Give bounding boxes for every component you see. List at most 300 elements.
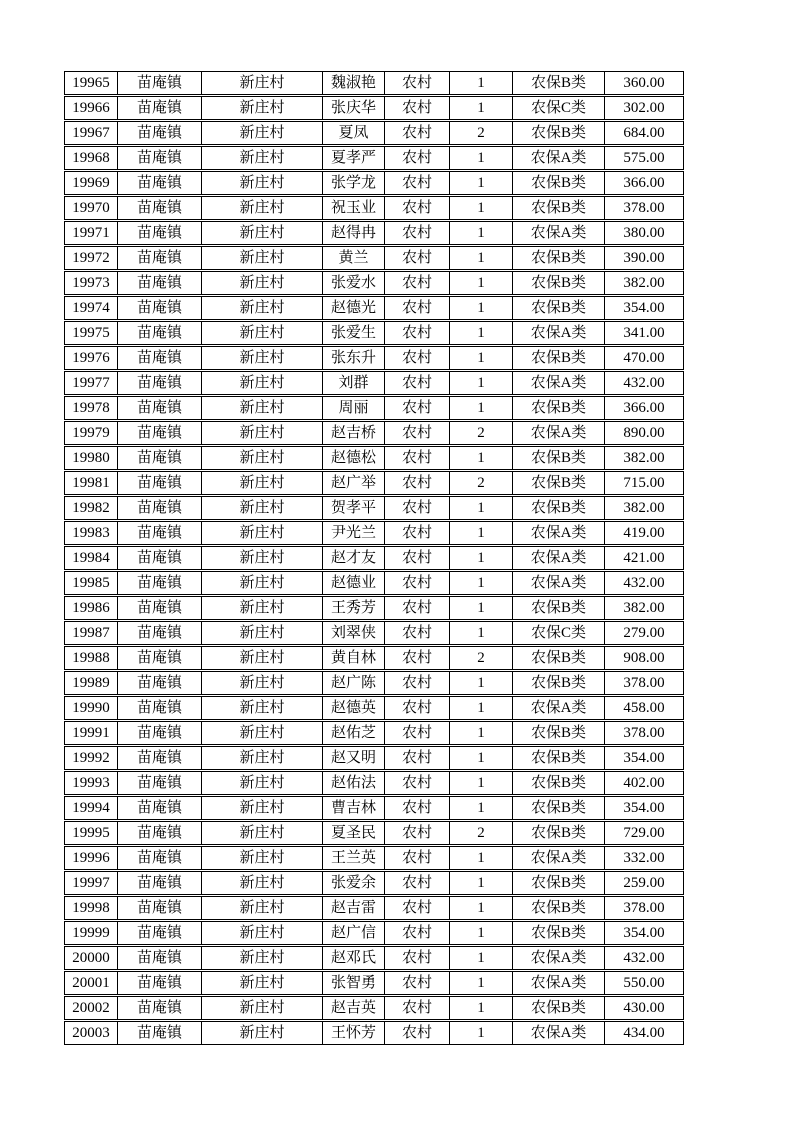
cell-person_count: 1 <box>450 772 513 794</box>
cell-serial_no: 19977 <box>65 372 118 394</box>
table-row <box>64 196 684 220</box>
cell-name: 贺孝平 <box>323 497 385 519</box>
cell-person_count: 2 <box>450 422 513 444</box>
cell-serial_no: 19970 <box>65 197 118 219</box>
cell-amount: 890.00 <box>623 425 665 441</box>
cell-amount: 354.00 <box>623 750 665 766</box>
cell-serial_no: 19978 <box>65 397 118 419</box>
cell-residence_type: 农村 <box>385 797 450 819</box>
table-row <box>64 321 684 345</box>
cell-name: 王怀芳 <box>323 1022 385 1044</box>
cell-town: 苗庵镇 <box>118 347 202 369</box>
cell-person_count: 2 <box>450 822 513 844</box>
cell-person_count: 1 <box>450 622 513 644</box>
cell-village: 新庄村 <box>202 597 323 619</box>
cell-village: 新庄村 <box>202 572 323 594</box>
table-row <box>64 671 684 695</box>
cell-amount: 332.00 <box>623 850 665 866</box>
cell-insurance_class: 农保B类 <box>513 197 605 219</box>
cell-person_count: 1 <box>450 497 513 519</box>
cell-name: 魏淑艳 <box>323 72 385 94</box>
cell-amount: 550.00 <box>623 975 665 991</box>
cell-town: 苗庵镇 <box>118 897 202 919</box>
cell-residence_type: 农村 <box>385 722 450 744</box>
cell-insurance_class: 农保B类 <box>513 772 605 794</box>
cell-town: 苗庵镇 <box>118 172 202 194</box>
cell-town: 苗庵镇 <box>118 272 202 294</box>
cell-village: 新庄村 <box>202 897 323 919</box>
table-row <box>64 346 684 370</box>
cell-insurance_class: 农保B类 <box>513 447 605 469</box>
cell-residence_type: 农村 <box>385 872 450 894</box>
cell-village: 新庄村 <box>202 397 323 419</box>
cell-person_count: 1 <box>450 372 513 394</box>
cell-insurance_class: 农保B类 <box>513 122 605 144</box>
cell-village: 新庄村 <box>202 297 323 319</box>
table-row <box>64 246 684 270</box>
cell-insurance_class: 农保B类 <box>513 747 605 769</box>
cell-insurance_class: 农保B类 <box>513 822 605 844</box>
table-row <box>64 71 684 95</box>
cell-person_count: 1 <box>450 597 513 619</box>
table-row <box>64 421 684 445</box>
cell-village: 新庄村 <box>202 197 323 219</box>
cell-amount: 430.00 <box>623 1000 665 1016</box>
cell-serial_no: 20001 <box>65 972 118 994</box>
cell-village: 新庄村 <box>202 347 323 369</box>
cell-serial_no: 19966 <box>65 97 118 119</box>
cell-residence_type: 农村 <box>385 947 450 969</box>
cell-amount: 360.00 <box>623 75 665 91</box>
cell-village: 新庄村 <box>202 447 323 469</box>
cell-serial_no: 19972 <box>65 247 118 269</box>
cell-person_count: 1 <box>450 847 513 869</box>
cell-person_count: 1 <box>450 297 513 319</box>
cell-town: 苗庵镇 <box>118 547 202 569</box>
cell-serial_no: 19974 <box>65 297 118 319</box>
cell-insurance_class: 农保B类 <box>513 672 605 694</box>
cell-village: 新庄村 <box>202 172 323 194</box>
cell-name: 祝玉业 <box>323 197 385 219</box>
cell-residence_type: 农村 <box>385 772 450 794</box>
cell-town: 苗庵镇 <box>118 597 202 619</box>
cell-village: 新庄村 <box>202 422 323 444</box>
cell-name: 赵广陈 <box>323 672 385 694</box>
cell-insurance_class: 农保B类 <box>513 997 605 1019</box>
cell-insurance_class: 农保B类 <box>513 472 605 494</box>
cell-residence_type: 农村 <box>385 847 450 869</box>
cell-village: 新庄村 <box>202 747 323 769</box>
cell-amount: 458.00 <box>623 700 665 716</box>
cell-person_count: 1 <box>450 947 513 969</box>
cell-amount: 354.00 <box>623 925 665 941</box>
cell-residence_type: 农村 <box>385 372 450 394</box>
cell-insurance_class: 农保B类 <box>513 597 605 619</box>
cell-name: 赵广信 <box>323 922 385 944</box>
cell-person_count: 1 <box>450 322 513 344</box>
cell-amount: 382.00 <box>623 450 665 466</box>
cell-residence_type: 农村 <box>385 622 450 644</box>
cell-residence_type: 农村 <box>385 497 450 519</box>
cell-residence_type: 农村 <box>385 322 450 344</box>
cell-person_count: 1 <box>450 397 513 419</box>
cell-person_count: 2 <box>450 647 513 669</box>
cell-name: 张庆华 <box>323 97 385 119</box>
cell-insurance_class: 农保B类 <box>513 72 605 94</box>
table-row <box>64 96 684 120</box>
cell-town: 苗庵镇 <box>118 97 202 119</box>
cell-town: 苗庵镇 <box>118 772 202 794</box>
cell-insurance_class: 农保A类 <box>513 147 605 169</box>
cell-serial_no: 19993 <box>65 772 118 794</box>
cell-amount: 366.00 <box>623 175 665 191</box>
cell-residence_type: 农村 <box>385 547 450 569</box>
cell-town: 苗庵镇 <box>118 872 202 894</box>
cell-town: 苗庵镇 <box>118 997 202 1019</box>
cell-name: 赵才友 <box>323 547 385 569</box>
table-row <box>64 171 684 195</box>
cell-serial_no: 19982 <box>65 497 118 519</box>
cell-serial_no: 19986 <box>65 597 118 619</box>
cell-amount: 354.00 <box>623 300 665 316</box>
cell-amount: 419.00 <box>623 525 665 541</box>
table-row <box>64 471 684 495</box>
cell-village: 新庄村 <box>202 222 323 244</box>
cell-serial_no: 19976 <box>65 347 118 369</box>
cell-town: 苗庵镇 <box>118 1022 202 1044</box>
cell-town: 苗庵镇 <box>118 972 202 994</box>
cell-insurance_class: 农保B类 <box>513 347 605 369</box>
cell-amount: 366.00 <box>623 400 665 416</box>
cell-person_count: 1 <box>450 547 513 569</box>
cell-village: 新庄村 <box>202 972 323 994</box>
cell-person_count: 1 <box>450 572 513 594</box>
table-row <box>64 521 684 545</box>
cell-serial_no: 19998 <box>65 897 118 919</box>
cell-name: 张智勇 <box>323 972 385 994</box>
cell-residence_type: 农村 <box>385 272 450 294</box>
cell-serial_no: 19987 <box>65 622 118 644</box>
cell-village: 新庄村 <box>202 847 323 869</box>
cell-name: 刘翠侠 <box>323 622 385 644</box>
cell-person_count: 1 <box>450 672 513 694</box>
table-row <box>64 871 684 895</box>
cell-insurance_class: 农保B类 <box>513 922 605 944</box>
cell-town: 苗庵镇 <box>118 697 202 719</box>
cell-insurance_class: 农保C类 <box>513 97 605 119</box>
cell-person_count: 2 <box>450 472 513 494</box>
cell-village: 新庄村 <box>202 947 323 969</box>
cell-village: 新庄村 <box>202 272 323 294</box>
table-row <box>64 596 684 620</box>
cell-serial_no: 20000 <box>65 947 118 969</box>
cell-town: 苗庵镇 <box>118 372 202 394</box>
table-row <box>64 446 684 470</box>
table-row <box>64 921 684 945</box>
cell-residence_type: 农村 <box>385 222 450 244</box>
cell-town: 苗庵镇 <box>118 247 202 269</box>
cell-insurance_class: 农保B类 <box>513 797 605 819</box>
table-row <box>64 896 684 920</box>
cell-town: 苗庵镇 <box>118 447 202 469</box>
cell-serial_no: 19980 <box>65 447 118 469</box>
cell-person_count: 1 <box>450 722 513 744</box>
cell-residence_type: 农村 <box>385 522 450 544</box>
cell-person_count: 1 <box>450 997 513 1019</box>
table-row <box>64 646 684 670</box>
cell-person_count: 1 <box>450 272 513 294</box>
cell-serial_no: 19994 <box>65 797 118 819</box>
cell-town: 苗庵镇 <box>118 672 202 694</box>
cell-town: 苗庵镇 <box>118 847 202 869</box>
cell-serial_no: 19997 <box>65 872 118 894</box>
cell-town: 苗庵镇 <box>118 222 202 244</box>
cell-name: 张爱生 <box>323 322 385 344</box>
cell-person_count: 1 <box>450 522 513 544</box>
cell-residence_type: 农村 <box>385 572 450 594</box>
cell-amount: 729.00 <box>623 825 665 841</box>
cell-serial_no: 19975 <box>65 322 118 344</box>
cell-name: 赵得冉 <box>323 222 385 244</box>
cell-insurance_class: 农保B类 <box>513 397 605 419</box>
cell-amount: 432.00 <box>623 575 665 591</box>
cell-name: 赵又明 <box>323 747 385 769</box>
cell-insurance_class: 农保B类 <box>513 297 605 319</box>
cell-insurance_class: 农保A类 <box>513 947 605 969</box>
table-row <box>64 971 684 995</box>
cell-amount: 402.00 <box>623 775 665 791</box>
cell-residence_type: 农村 <box>385 147 450 169</box>
cell-insurance_class: 农保A类 <box>513 972 605 994</box>
cell-village: 新庄村 <box>202 472 323 494</box>
cell-insurance_class: 农保A类 <box>513 547 605 569</box>
cell-village: 新庄村 <box>202 547 323 569</box>
cell-village: 新庄村 <box>202 722 323 744</box>
cell-amount: 470.00 <box>623 350 665 366</box>
cell-amount: 715.00 <box>623 475 665 491</box>
cell-residence_type: 农村 <box>385 697 450 719</box>
cell-residence_type: 农村 <box>385 72 450 94</box>
cell-insurance_class: 农保B类 <box>513 872 605 894</box>
table-row <box>64 721 684 745</box>
cell-person_count: 1 <box>450 797 513 819</box>
table-row <box>64 946 684 970</box>
cell-amount: 575.00 <box>623 150 665 166</box>
cell-name: 夏圣民 <box>323 822 385 844</box>
cell-serial_no: 19981 <box>65 472 118 494</box>
table-row <box>64 296 684 320</box>
cell-person_count: 1 <box>450 97 513 119</box>
cell-serial_no: 19979 <box>65 422 118 444</box>
cell-person_count: 1 <box>450 147 513 169</box>
cell-name: 赵吉英 <box>323 997 385 1019</box>
cell-residence_type: 农村 <box>385 247 450 269</box>
cell-village: 新庄村 <box>202 372 323 394</box>
cell-serial_no: 19991 <box>65 722 118 744</box>
cell-name: 赵德松 <box>323 447 385 469</box>
cell-serial_no: 19984 <box>65 547 118 569</box>
cell-village: 新庄村 <box>202 922 323 944</box>
cell-insurance_class: 农保A类 <box>513 322 605 344</box>
cell-name: 张学龙 <box>323 172 385 194</box>
cell-insurance_class: 农保A类 <box>513 697 605 719</box>
cell-town: 苗庵镇 <box>118 822 202 844</box>
table-row <box>64 821 684 845</box>
cell-residence_type: 农村 <box>385 672 450 694</box>
cell-person_count: 1 <box>450 247 513 269</box>
cell-town: 苗庵镇 <box>118 647 202 669</box>
cell-residence_type: 农村 <box>385 172 450 194</box>
cell-residence_type: 农村 <box>385 397 450 419</box>
cell-name: 张东升 <box>323 347 385 369</box>
cell-person_count: 1 <box>450 1022 513 1044</box>
cell-village: 新庄村 <box>202 872 323 894</box>
cell-person_count: 1 <box>450 697 513 719</box>
cell-residence_type: 农村 <box>385 597 450 619</box>
table-row <box>64 271 684 295</box>
cell-insurance_class: 农保A类 <box>513 222 605 244</box>
table-row <box>64 396 684 420</box>
cell-amount: 908.00 <box>623 650 665 666</box>
cell-serial_no: 19973 <box>65 272 118 294</box>
cell-town: 苗庵镇 <box>118 397 202 419</box>
cell-insurance_class: 农保B类 <box>513 647 605 669</box>
cell-insurance_class: 农保A类 <box>513 422 605 444</box>
cell-residence_type: 农村 <box>385 347 450 369</box>
table-row <box>64 496 684 520</box>
cell-name: 赵广举 <box>323 472 385 494</box>
cell-serial_no: 19968 <box>65 147 118 169</box>
cell-amount: 421.00 <box>623 550 665 566</box>
cell-name: 王兰英 <box>323 847 385 869</box>
cell-amount: 302.00 <box>623 100 665 116</box>
cell-serial_no: 19985 <box>65 572 118 594</box>
cell-town: 苗庵镇 <box>118 322 202 344</box>
cell-village: 新庄村 <box>202 622 323 644</box>
cell-name: 赵德英 <box>323 697 385 719</box>
cell-residence_type: 农村 <box>385 197 450 219</box>
table-row <box>64 996 684 1020</box>
cell-village: 新庄村 <box>202 97 323 119</box>
cell-town: 苗庵镇 <box>118 472 202 494</box>
cell-person_count: 1 <box>450 172 513 194</box>
cell-amount: 354.00 <box>623 800 665 816</box>
cell-residence_type: 农村 <box>385 447 450 469</box>
cell-amount: 378.00 <box>623 675 665 691</box>
cell-person_count: 1 <box>450 72 513 94</box>
table-row <box>64 746 684 770</box>
cell-name: 夏凤 <box>323 122 385 144</box>
table-row <box>64 146 684 170</box>
cell-name: 尹光兰 <box>323 522 385 544</box>
cell-amount: 378.00 <box>623 900 665 916</box>
cell-insurance_class: 农保B类 <box>513 172 605 194</box>
cell-amount: 684.00 <box>623 125 665 141</box>
cell-name: 张爱余 <box>323 872 385 894</box>
cell-serial_no: 19983 <box>65 522 118 544</box>
cell-insurance_class: 农保A类 <box>513 522 605 544</box>
cell-insurance_class: 农保A类 <box>513 1022 605 1044</box>
cell-name: 赵德光 <box>323 297 385 319</box>
cell-town: 苗庵镇 <box>118 422 202 444</box>
cell-town: 苗庵镇 <box>118 522 202 544</box>
cell-person_count: 1 <box>450 872 513 894</box>
cell-person_count: 1 <box>450 347 513 369</box>
cell-town: 苗庵镇 <box>118 197 202 219</box>
table-row <box>64 571 684 595</box>
table-row <box>64 1021 684 1045</box>
cell-serial_no: 19988 <box>65 647 118 669</box>
cell-residence_type: 农村 <box>385 647 450 669</box>
cell-residence_type: 农村 <box>385 972 450 994</box>
cell-insurance_class: 农保A类 <box>513 572 605 594</box>
cell-amount: 390.00 <box>623 250 665 266</box>
cell-amount: 279.00 <box>623 625 665 641</box>
cell-village: 新庄村 <box>202 797 323 819</box>
cell-person_count: 1 <box>450 197 513 219</box>
table-row <box>64 221 684 245</box>
cell-town: 苗庵镇 <box>118 572 202 594</box>
cell-residence_type: 农村 <box>385 122 450 144</box>
cell-town: 苗庵镇 <box>118 147 202 169</box>
cell-insurance_class: 农保C类 <box>513 622 605 644</box>
cell-name: 赵吉雷 <box>323 897 385 919</box>
cell-village: 新庄村 <box>202 522 323 544</box>
table-row <box>64 771 684 795</box>
table-row <box>64 121 684 145</box>
cell-amount: 259.00 <box>623 875 665 891</box>
cell-village: 新庄村 <box>202 647 323 669</box>
cell-town: 苗庵镇 <box>118 922 202 944</box>
cell-amount: 434.00 <box>623 1025 665 1041</box>
cell-person_count: 2 <box>450 122 513 144</box>
cell-serial_no: 19965 <box>65 72 118 94</box>
cell-town: 苗庵镇 <box>118 497 202 519</box>
insurance-payment-table <box>64 71 684 1046</box>
cell-residence_type: 农村 <box>385 422 450 444</box>
cell-village: 新庄村 <box>202 1022 323 1044</box>
cell-insurance_class: 农保B类 <box>513 272 605 294</box>
cell-amount: 378.00 <box>623 725 665 741</box>
cell-town: 苗庵镇 <box>118 122 202 144</box>
cell-insurance_class: 农保A类 <box>513 847 605 869</box>
cell-village: 新庄村 <box>202 672 323 694</box>
cell-serial_no: 20002 <box>65 997 118 1019</box>
cell-residence_type: 农村 <box>385 97 450 119</box>
cell-amount: 432.00 <box>623 375 665 391</box>
cell-town: 苗庵镇 <box>118 747 202 769</box>
cell-village: 新庄村 <box>202 247 323 269</box>
cell-residence_type: 农村 <box>385 897 450 919</box>
table-row <box>64 796 684 820</box>
cell-town: 苗庵镇 <box>118 297 202 319</box>
cell-name: 赵德业 <box>323 572 385 594</box>
cell-insurance_class: 农保B类 <box>513 247 605 269</box>
cell-serial_no: 19967 <box>65 122 118 144</box>
table-row <box>64 546 684 570</box>
cell-serial_no: 19969 <box>65 172 118 194</box>
cell-village: 新庄村 <box>202 72 323 94</box>
cell-person_count: 1 <box>450 222 513 244</box>
cell-insurance_class: 农保B类 <box>513 897 605 919</box>
cell-serial_no: 19990 <box>65 697 118 719</box>
cell-insurance_class: 农保A类 <box>513 372 605 394</box>
cell-name: 周丽 <box>323 397 385 419</box>
cell-village: 新庄村 <box>202 697 323 719</box>
cell-serial_no: 20003 <box>65 1022 118 1044</box>
cell-name: 曹吉林 <box>323 797 385 819</box>
cell-residence_type: 农村 <box>385 997 450 1019</box>
